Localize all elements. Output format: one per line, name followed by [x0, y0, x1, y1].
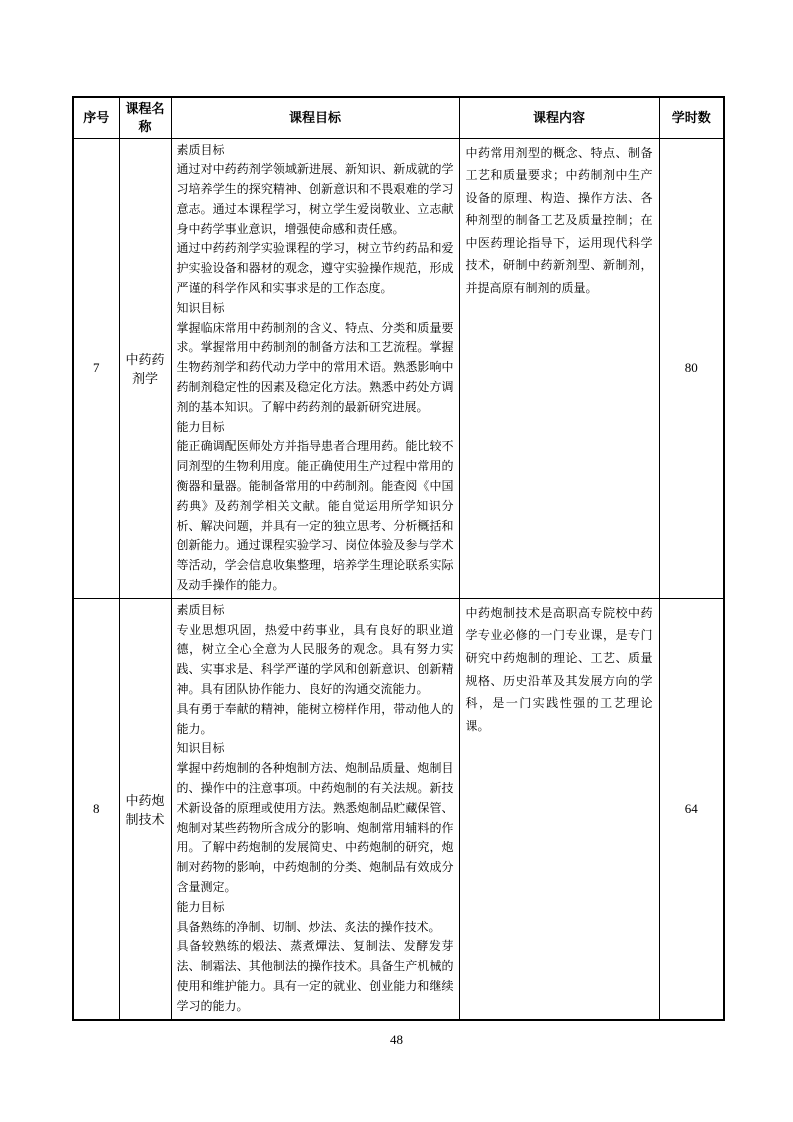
course-8-index: 8 [73, 598, 119, 1019]
header-course-name: 课程名称 [119, 97, 171, 138]
objectives-paragraph: 素质目标 [176, 602, 225, 617]
course-table [72, 96, 725, 1021]
header-content: 课程内容 [459, 97, 659, 138]
objectives-paragraph: 能正确调配医师处方并指导患者合理用药。能比较不同剂型的生物利用度。能正确使用生产过程中常用的衡器和量器。能制备常用的中药制剂。能查阅《中国药典》及药剂学相关文献。能自觉运用所学知识分析、解决问题，并具有一定的独立思考、分析概括和创新能力。通过课程实验学习、岗位体验及参与学术等活动，学会信息收集整理，培养学生理论联系实际及动手操作的能力。 [176, 439, 454, 593]
header-index: 序号 [73, 97, 119, 138]
content-paragraph: 中药常用剂型的概念、特点、制备工艺和质量要求；中药制剂中生产设备的原理、构造、操作方法、各种剂型的制备工艺及质量控制；在中医药理论指导下，运用现代科学技术，研制中药新剂型、新制剂，并提高原有制剂的质量。 [465, 145, 653, 296]
objectives-paragraph: 能力目标 [176, 419, 225, 434]
course-7-index: 7 [73, 138, 119, 598]
objectives-paragraph: 知识目标 [176, 300, 225, 315]
objectives-paragraph: 通过中药药剂学实验课程的学习，树立节约药品和爱护实验设备和器材的观念，遵守实验操作规范，形成严谨的科学作风和实事求是的工作态度。 [176, 241, 454, 296]
objectives-paragraph: 知识目标 [176, 741, 225, 756]
objectives-paragraph: 具有勇于奉献的精神，能树立榜样作用，带动他人的能力。 [176, 701, 454, 736]
table-row-course-8 [73, 598, 724, 1019]
course-8-content [459, 598, 659, 1019]
objectives-paragraph: 能力目标 [176, 899, 225, 914]
header-hours: 学时数 [659, 97, 724, 138]
course-8-name: 中药炮制技术 [119, 598, 171, 1019]
course-7-hours: 80 [659, 138, 724, 598]
objectives-paragraph: 掌握临床常用中药制剂的含义、特点、分类和质量要求。掌握常用中药制剂的制备方法和工艺流程。掌握生物药剂学和药代动力学中的常用术语。熟悉影响中药制剂稳定性的因素及稳定化方法。熟悉中药处方调剂的基本知识。了解中药药剂的最新研究进展。 [176, 320, 454, 414]
table-row-course-7 [73, 138, 724, 598]
objectives-paragraph: 具备较熟练的煅法、蒸煮燀法、复制法、发酵发芽法、制霜法、其他制法的操作技术。具备生产机械的使用和维护能力。具有一定的就业、创业能力和继续学习的能力。 [176, 939, 454, 1013]
course-8-objectives [171, 598, 459, 1019]
course-7-objectives [171, 138, 459, 598]
content-paragraph: 中药炮制技术是高职高专院校中药学专业必修的一门专业课，是专门研究中药炮制的理论、工艺、质量规格、历史沿革及其发展方向的学科，是一门实践性强的工艺理论课。 [465, 605, 653, 733]
header-objectives: 课程目标 [171, 97, 459, 138]
table-header-row [73, 97, 724, 138]
objectives-paragraph: 掌握中药炮制的各种炮制方法、炮制品质量、炮制目的、操作中的注意事项。中药炮制的有关法规。新技术新设备的原理或使用方法。熟悉炮制品贮藏保管、炮制对某些药物所含成分的影响、炮制常用辅料的作用。了解中药炮制的发展简史、中药炮制的研究，炮制对药物的影响，中药炮制的分类、炮制品有效成分含量测定。 [176, 761, 454, 894]
course-8-hours: 64 [659, 598, 724, 1019]
objectives-paragraph: 专业思想巩固，热爱中药事业，具有良好的职业道德，树立全心全意为人民服务的观念。具有努力实践、实事求是、科学严谨的学风和创新意识、创新精神。具有团队协作能力、良好的沟通交流能力。 [176, 622, 454, 697]
course-7-name: 中药药剂学 [119, 138, 171, 598]
objectives-paragraph: 通过对中药药剂学领域新进展、新知识、新成就的学习培养学生的探究精神、创新意识和不畏艰难的学习意志。通过本课程学习，树立学生爱岗敬业、立志献身中药学事业意识，增强使命感和责任感。 [176, 162, 454, 236]
objectives-paragraph: 具备熟练的净制、切制、炒法、炙法的操作技术。 [176, 919, 441, 934]
objectives-paragraph: 素质目标 [176, 142, 225, 157]
page-number: 48 [390, 1032, 403, 1047]
course-7-content [459, 138, 659, 598]
